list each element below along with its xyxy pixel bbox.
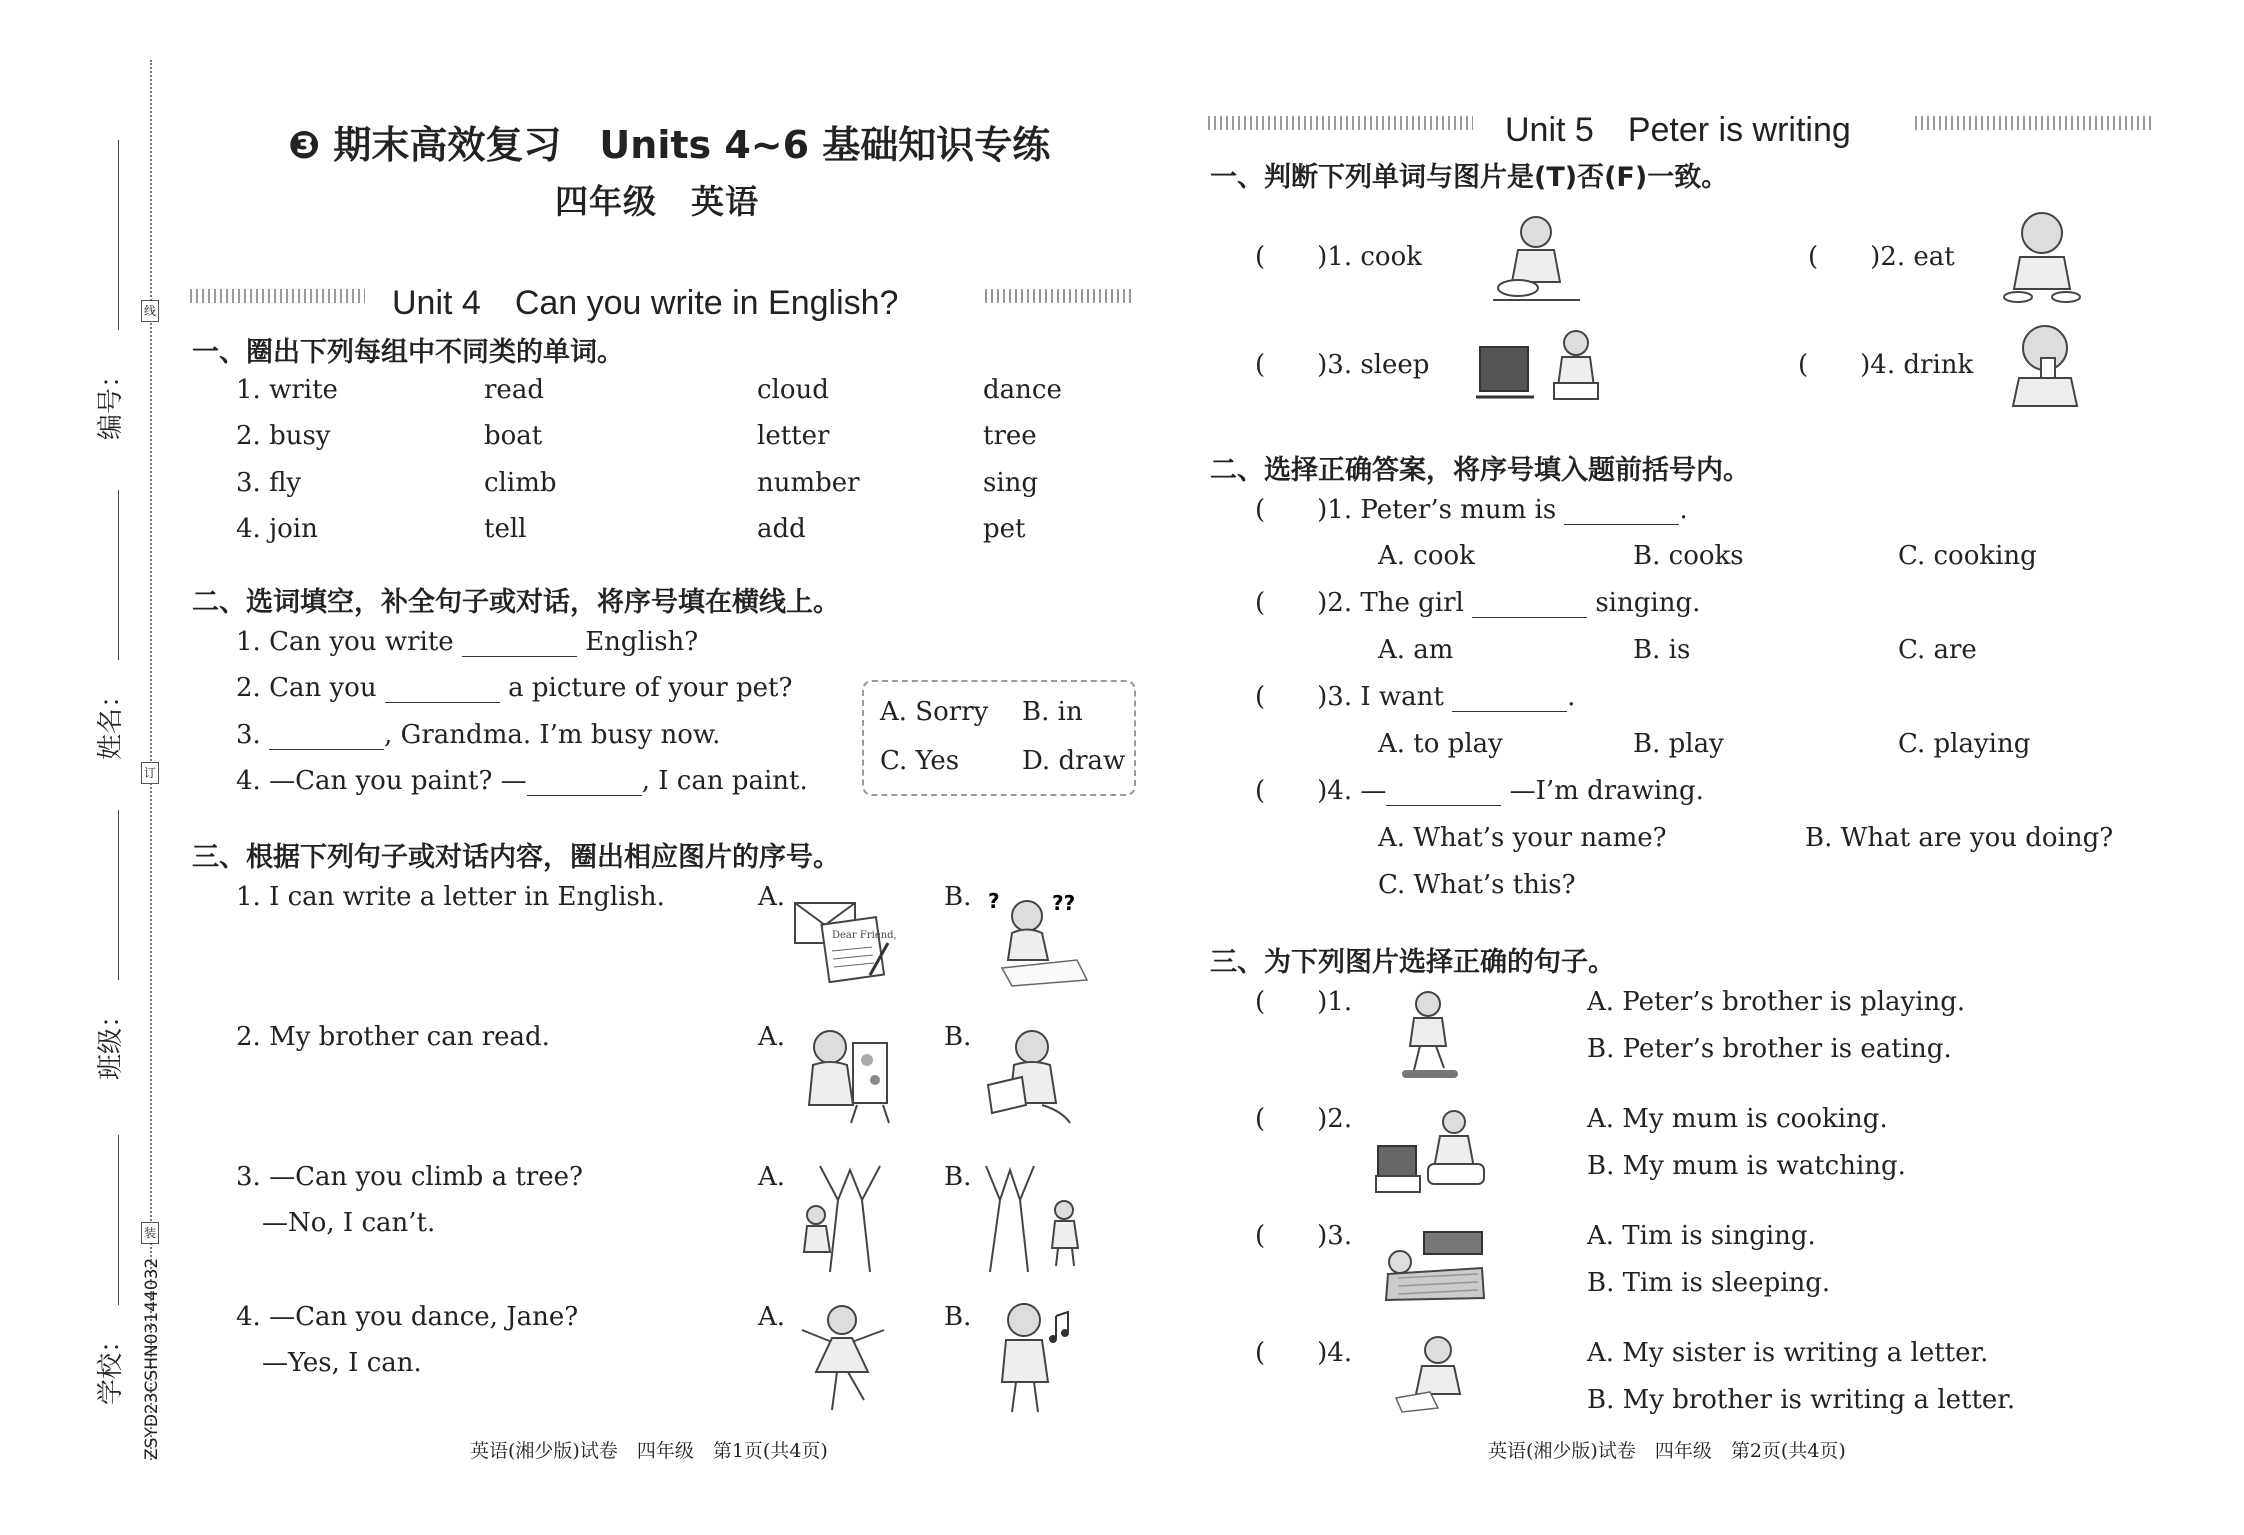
mc-item-4 [1255,776,1704,806]
fill-item-2 [236,673,792,703]
option[interactable]: B. What are you doing? [1805,823,2114,853]
match-option-a[interactable]: A. My mum is cooking. [1587,1104,1888,1134]
class-field-line[interactable] [118,810,119,980]
match-option-b[interactable]: B. Tim is sleeping. [1587,1268,1831,1298]
answer-parenthesis[interactable]: ( ) [1255,776,1328,806]
word-cell[interactable]: boat [484,421,543,451]
tv-watching-picture [1474,325,1604,405]
answer-blank[interactable] [385,676,500,703]
dotted-cut-line [150,60,152,1460]
tf-item-1 [1255,242,1422,272]
item-text: , I can paint. [641,766,808,796]
mc-item-2 [1255,588,1700,618]
id-label: 编号： [96,361,126,440]
item-text: 2. Can you [236,673,377,703]
match-item-1 [1255,987,1352,1017]
page-subtitle: 四年级 英语 [555,182,759,221]
section1-heading: 一、判断下列单词与图片是(T)否(F)一致。 [1210,162,1729,193]
question-text: singing. [1595,588,1701,618]
word-cell[interactable]: sing [983,468,1039,498]
word-cell[interactable]: climb [484,468,557,498]
word-cell[interactable]: pet [983,514,1026,544]
girl-singing-picture [982,1298,1082,1416]
name-label: 姓名： [96,681,126,760]
word-label: 2. eat [1880,242,1955,272]
girl-dancing-picture [792,1300,892,1415]
pic-label-a[interactable]: A. [758,1302,786,1332]
question-text: . [1567,682,1576,712]
tf-item-3 [1255,350,1429,380]
word-cell[interactable]: 3. fly [236,468,302,498]
sister-writing-picture [1390,1334,1480,1414]
word-cell[interactable]: tree [983,421,1037,451]
question-text: 1. Peter’s mum is [1327,495,1557,525]
match-option-b[interactable]: B. My mum is watching. [1587,1151,1906,1181]
pic-label-a[interactable]: A. [758,882,786,912]
pic-label-b[interactable]: B. [944,1162,972,1192]
word-cell[interactable]: add [757,514,806,544]
mum-watching-tv-picture [1374,1108,1489,1198]
question-text: 2. The girl [1327,588,1464,618]
word-cell[interactable]: tell [484,514,527,544]
section3-heading: 三、为下列图片选择正确的句子。 [1210,947,1615,978]
word-label: 1. cook [1327,242,1422,272]
boy-skateboarding-picture [1388,990,1468,1085]
pic-item-4-line2: —Yes, I can. [262,1348,422,1378]
pic-item-3-line2: —No, I can’t. [262,1208,436,1238]
section2-heading: 二、选择正确答案，将序号填入题前括号内。 [1210,455,1750,486]
pic-item-1-text: 1. I can write a letter in English. [236,882,665,912]
item-number: 2. [1327,1104,1353,1134]
item-text: English? [585,627,699,657]
match-option-a[interactable]: A. Peter’s brother is playing. [1587,987,1966,1017]
answer-parenthesis[interactable]: ( ) [1255,495,1328,525]
eating-girl-picture [2000,205,2085,305]
boy-painting-picture [795,1025,895,1125]
option[interactable]: C. What’s this? [1378,870,1576,900]
drinking-boy-picture [2005,318,2090,408]
word-cell[interactable]: letter [757,421,830,451]
cooking-girl-picture [1488,210,1583,305]
word-cell[interactable]: 1. write [236,375,338,405]
answer-parenthesis[interactable]: ( ) [1255,242,1328,272]
item-number: 1. [1327,987,1353,1017]
confused-boy-picture [982,888,1092,988]
option[interactable]: B. play [1633,729,1724,759]
option-c: C. Yes [880,746,960,776]
tf-item-2 [1808,242,1955,272]
answer-blank[interactable] [1564,498,1679,525]
school-field-line[interactable] [118,1135,119,1305]
word-cell[interactable]: 4. join [236,514,318,544]
answer-parenthesis[interactable]: ( ) [1808,242,1881,272]
school-label: 学校： [96,1326,126,1405]
pic-label-a[interactable]: A. [758,1022,786,1052]
unit-title-rule-left [1208,116,1473,130]
section2-heading: 二、选词填空，补全句子或对话，将序号填在横线上。 [192,587,840,618]
section3-heading: 三、根据下列句子或对话内容，圈出相应图片的序号。 [192,842,840,873]
option[interactable]: A. What’s your name? [1378,823,1667,853]
mc-item-1 [1255,495,1688,525]
match-item-3 [1255,1221,1352,1251]
item-number: 3. [1327,1221,1353,1251]
child-climbing-tree-picture [790,1160,900,1275]
option[interactable]: C. are [1898,635,1977,665]
answer-parenthesis[interactable]: ( ) [1255,1338,1328,1368]
unit4-title: Unit 4 Can you write in English? [392,284,899,322]
pic-item-2-text: 2. My brother can read. [236,1022,550,1052]
id-field-line[interactable] [118,140,119,330]
page-title: ❸ 期末高效复习 Units 4~6 基础知识专练 [288,123,1051,167]
answer-blank[interactable] [1452,685,1567,712]
question-text: —I’m drawing. [1509,776,1704,806]
word-cell[interactable]: dance [983,375,1062,405]
margin-mark-xian: 线 [141,300,159,322]
fill-item-3 [236,720,720,750]
match-item-4 [1255,1338,1352,1368]
answer-parenthesis[interactable]: ( ) [1255,1221,1328,1251]
unit-title-rule-right [985,289,1135,303]
pic-label-b[interactable]: B. [944,882,972,912]
option[interactable]: A. to play [1378,729,1503,759]
answer-parenthesis[interactable]: ( ) [1798,350,1871,380]
fill-item-1 [236,627,698,657]
pic-label-b[interactable]: B. [944,1302,972,1332]
item-text: a picture of your pet? [508,673,793,703]
option[interactable]: C. playing [1898,729,2031,759]
item-number: 4. [1327,1338,1353,1368]
match-option-b[interactable]: B. My brother is writing a letter. [1587,1385,2016,1415]
pic-label-a[interactable]: A. [758,1162,786,1192]
section1-heading: 一、圈出下列每组中不同类的单词。 [192,337,624,368]
answer-parenthesis[interactable]: ( ) [1255,350,1328,380]
word-label: 3. sleep [1327,350,1430,380]
answer-blank[interactable] [462,630,577,657]
margin-mark-zhuang: 装 [141,1222,159,1244]
match-option-a[interactable]: A. Tim is singing. [1587,1221,1816,1251]
question-text: 4. — [1327,776,1387,806]
answer-parenthesis[interactable]: ( ) [1255,987,1328,1017]
paper-code: ZSYD23CSHN03144032 [142,1257,162,1460]
pic-item-3-line1: 3. —Can you climb a tree? [236,1162,583,1192]
option[interactable]: A. cook [1378,541,1475,571]
word-cell[interactable]: cloud [757,375,829,405]
letter-picture [790,893,900,983]
item-text: 1. Can you write [236,627,454,657]
right-page-footer: 英语(湘少版)试卷 四年级 第2页(共4页) [1488,1440,1846,1462]
name-field-line[interactable] [118,490,119,660]
letter-greeting: Dear Friend, [832,930,897,941]
match-item-2 [1255,1104,1352,1134]
word-cell[interactable]: read [484,375,544,405]
option-d: D. draw [1022,746,1126,776]
answer-blank[interactable] [269,723,384,750]
tf-item-4 [1798,350,1973,380]
option[interactable]: B. is [1633,635,1691,665]
boy-reading-picture [982,1025,1082,1125]
item-text: 3. [236,720,261,750]
answer-blank[interactable] [1386,779,1501,806]
item-text: 4. —Can you paint? — [236,766,527,796]
match-option-a[interactable]: A. My sister is writing a letter. [1587,1338,1989,1368]
word-label: 4. drink [1870,350,1974,380]
unit-title-rule-right [1915,116,2155,130]
item-text: , Grandma. I’m busy now. [384,720,721,750]
option[interactable]: A. am [1378,635,1454,665]
boy-sleeping-picture [1378,1228,1488,1303]
option-a: A. Sorry [880,697,989,727]
answer-blank[interactable] [527,769,642,796]
word-cell[interactable]: 2. busy [236,421,331,451]
word-cell[interactable]: number [757,468,860,498]
child-by-tree-picture [982,1160,1092,1275]
question-mark: ? [988,889,1000,913]
answer-parenthesis[interactable]: ( ) [1255,1104,1328,1134]
unit-title-rule-left [190,289,365,303]
answer-parenthesis[interactable]: ( ) [1255,588,1328,618]
mc-item-3 [1255,682,1575,712]
option[interactable]: C. cooking [1898,541,2037,571]
class-label: 班级： [96,1001,126,1080]
question-text: 3. I want [1327,682,1444,712]
answer-blank[interactable] [1472,591,1587,618]
unit5-title: Unit 5 Peter is writing [1505,111,1851,149]
question-marks: ?? [1052,891,1076,915]
question-text: . [1679,495,1688,525]
option-b: B. in [1022,697,1083,727]
answer-parenthesis[interactable]: ( ) [1255,682,1328,712]
pic-item-4-line1: 4. —Can you dance, Jane? [236,1302,579,1332]
option[interactable]: B. cooks [1633,541,1744,571]
fill-item-4 [236,766,808,796]
match-option-b[interactable]: B. Peter’s brother is eating. [1587,1034,1952,1064]
pic-label-b[interactable]: B. [944,1022,972,1052]
margin-mark-ding: 订 [141,762,159,784]
left-page-footer: 英语(湘少版)试卷 四年级 第1页(共4页) [470,1440,828,1462]
